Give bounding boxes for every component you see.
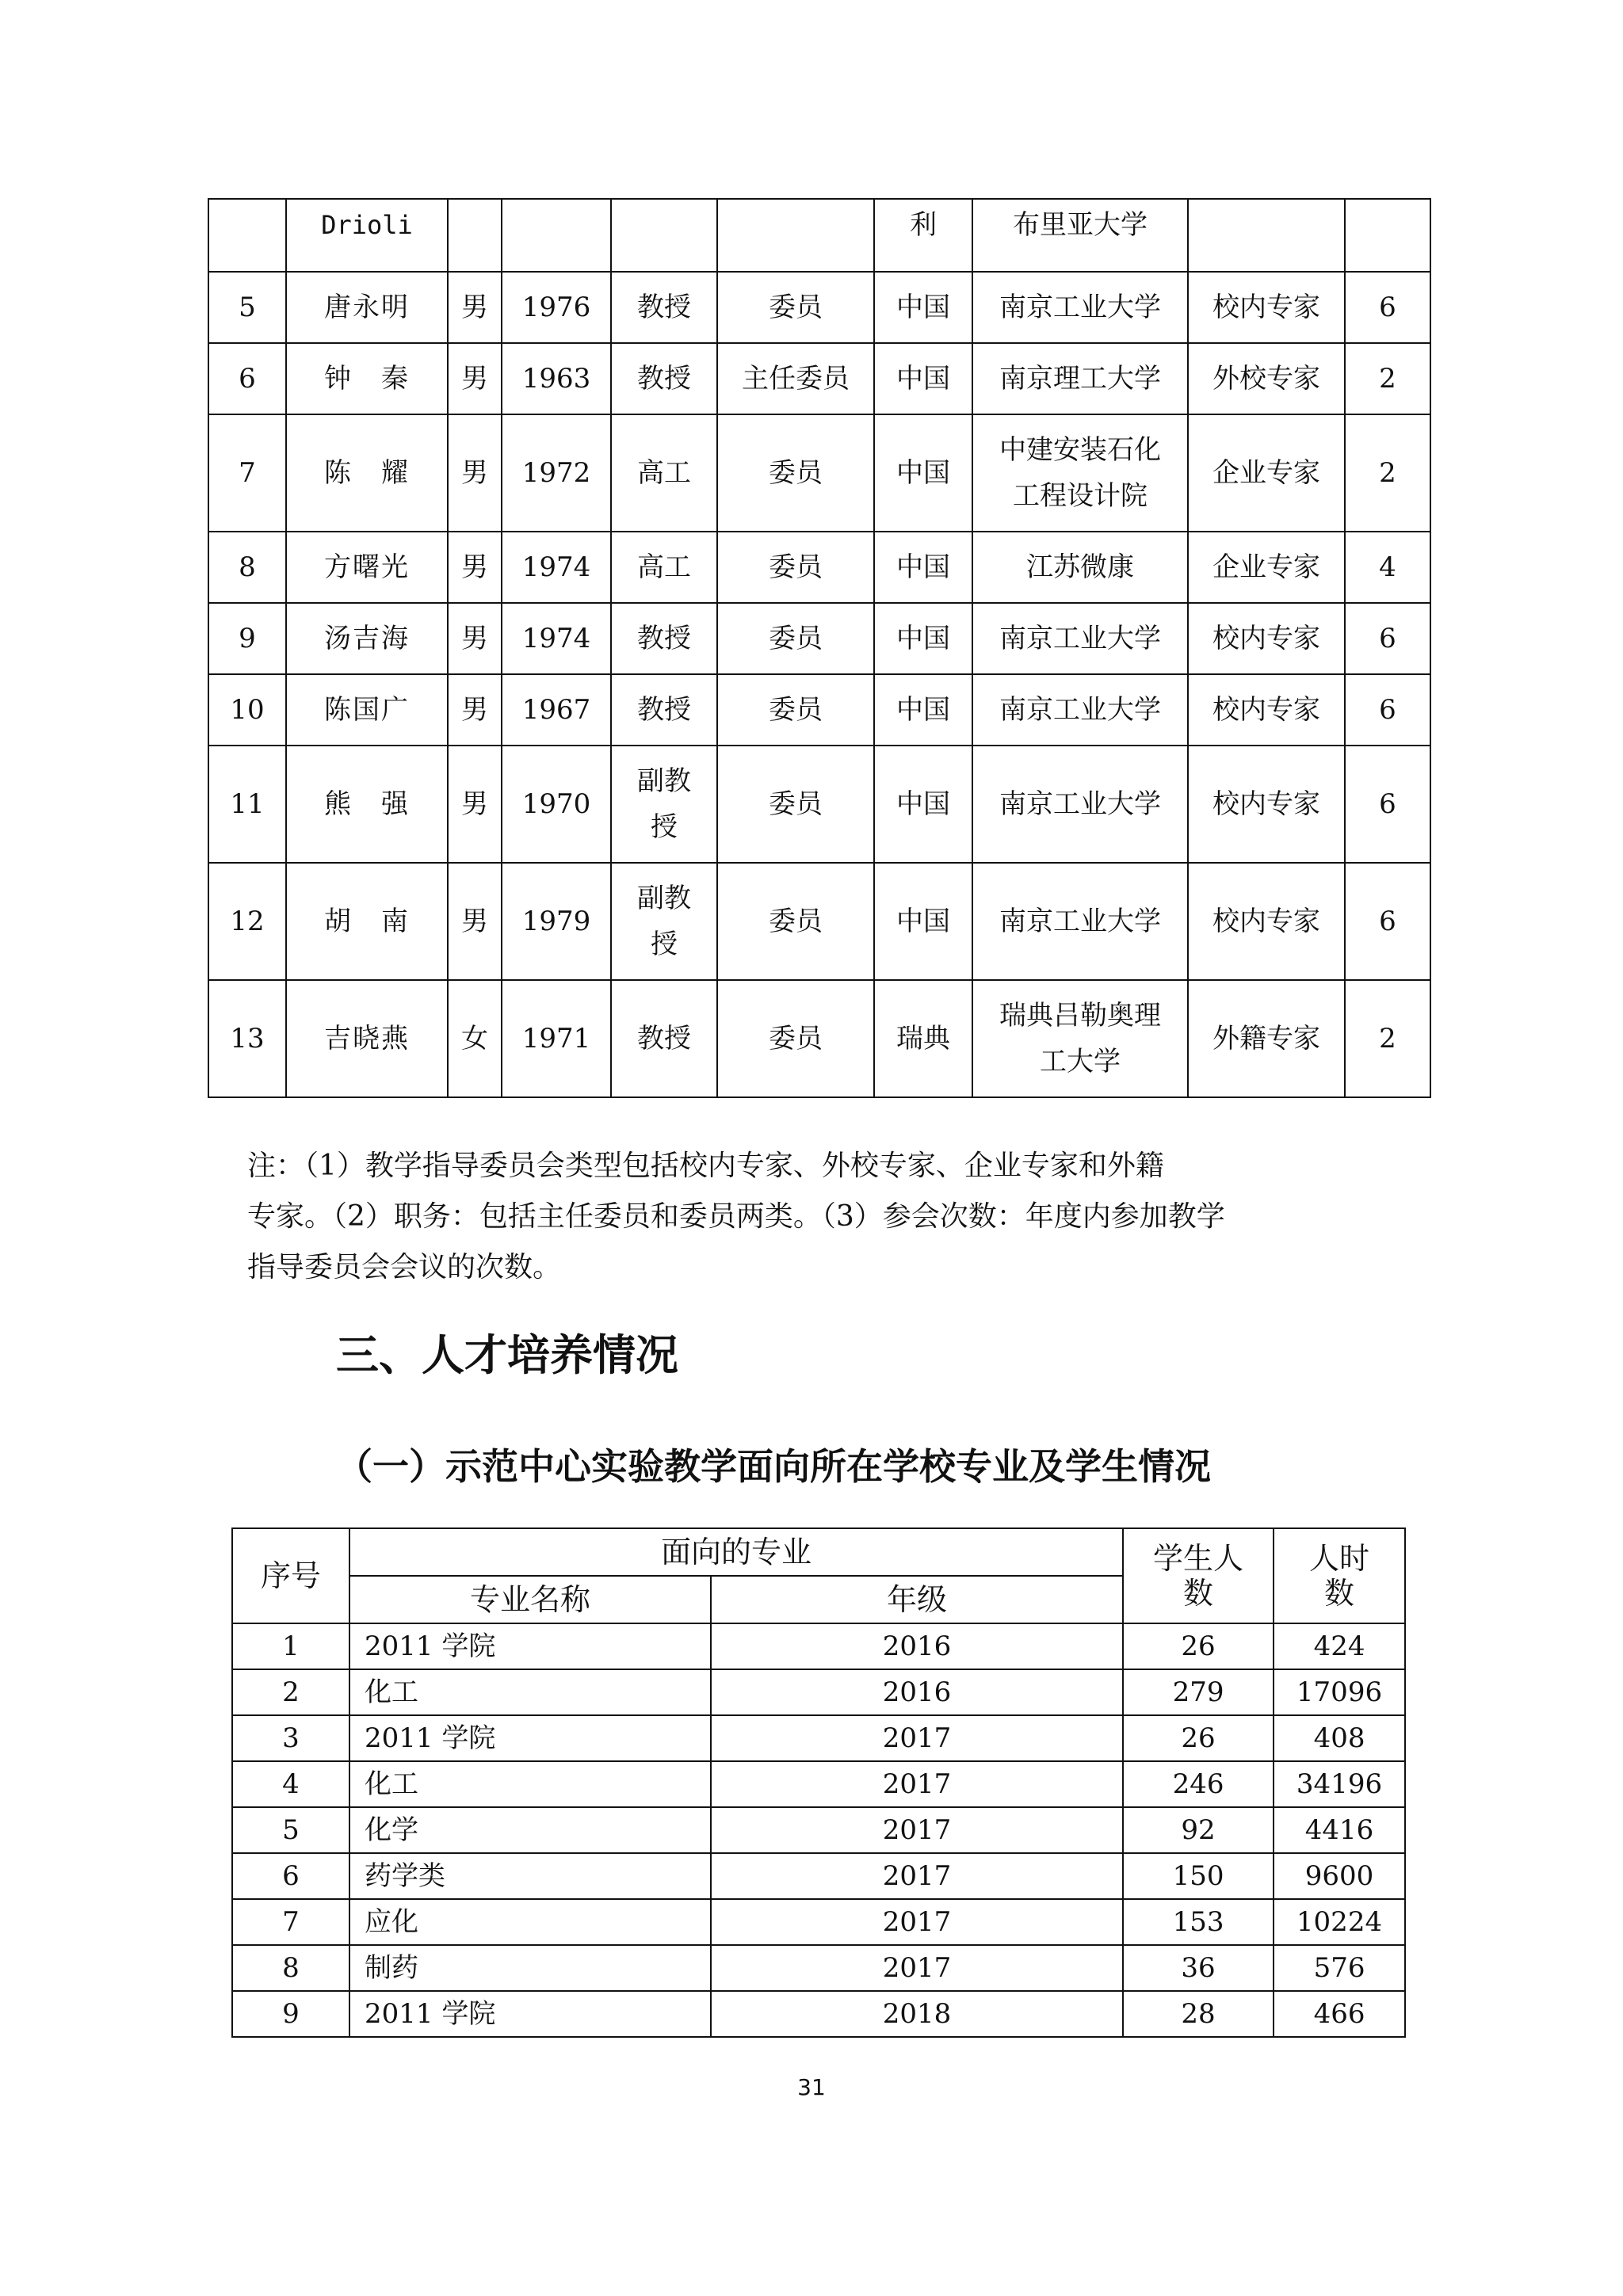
cell-gender: 男 [448,746,502,863]
cell-major: 制药 [349,1945,711,1991]
cell-no: 11 [208,746,286,863]
cell-count: 6 [1345,674,1430,746]
table-row [232,1853,1405,1899]
cell-grade: 2017 [711,1761,1123,1807]
header-students: 学生人数 [1123,1528,1274,1623]
cell-country: 中国 [874,414,972,532]
cell-hours: 424 [1274,1623,1405,1669]
cell-title: 高工 [611,414,717,532]
cell-gender: 男 [448,863,502,980]
note-line-1: 注：（1）教学指导委员会类型包括校内专家、外校专家、企业专家和外籍 [247,1150,1164,1182]
cell-major: 2011 学院 [349,1991,711,2037]
cell-position: 委员 [717,414,874,532]
table-row [208,343,1430,414]
cell-position: 委员 [717,272,874,343]
cell-major: 化工 [349,1669,711,1715]
cell-unit: 江苏微康 [972,532,1188,603]
cell-year: 1976 [502,272,611,343]
committee-table-body [208,199,1430,1097]
cell-count: 2 [1345,980,1430,1097]
cell-hours: 17096 [1274,1669,1405,1715]
cell-count: 2 [1345,343,1430,414]
cell-title: 高工 [611,532,717,603]
table-row [232,1669,1405,1715]
header-hours: 人时数 [1274,1528,1405,1623]
cell-grade: 2017 [711,1715,1123,1761]
cell-type: 校内专家 [1188,272,1345,343]
cell-count: 6 [1345,863,1430,980]
cell-country: 中国 [874,532,972,603]
header-grade: 年级 [711,1576,1123,1623]
cell-students: 246 [1123,1761,1274,1807]
cell-grade: 2016 [711,1623,1123,1669]
cell-no: 5 [208,272,286,343]
cell-title: 教授 [611,343,717,414]
cell-unit: 南京工业大学 [972,603,1188,674]
cell-major: 药学类 [349,1853,711,1899]
cell-gender: 男 [448,674,502,746]
cell-no: 9 [208,603,286,674]
cell-country: 中国 [874,863,972,980]
cell-grade: 2018 [711,1991,1123,2037]
cell-position [717,199,874,272]
table-row [208,414,1430,532]
note-line-2: 专家。（2）职务：包括主任委员和委员两类。（3）参会次数：年度内参加教学 [247,1200,1225,1233]
cell-name: 胡 南 [286,863,448,980]
cell-no: 6 [232,1853,349,1899]
cell-hours: 10224 [1274,1899,1405,1945]
cell-grade: 2017 [711,1899,1123,1945]
table-row [232,1899,1405,1945]
table-row [232,1991,1405,2037]
table-row [232,1715,1405,1761]
cell-title: 教授 [611,603,717,674]
cell-no: 7 [208,414,286,532]
cell-name: 陈 耀 [286,414,448,532]
note-line-3: 指导委员会会议的次数。 [247,1251,562,1283]
cell-unit: 中建安装石化工程设计院 [972,414,1188,532]
sub-heading: （一）示范中心实验教学面向所在学校专业及学生情况 [336,1445,1211,1488]
cell-no: 4 [232,1761,349,1807]
cell-count: 6 [1345,603,1430,674]
cell-type: 校内专家 [1188,746,1345,863]
cell-year: 1967 [502,674,611,746]
cell-type [1188,199,1345,272]
cell-name: 方曙光 [286,532,448,603]
cell-no: 12 [208,863,286,980]
cell-country: 瑞典 [874,980,972,1097]
cell-students: 26 [1123,1623,1274,1669]
cell-no: 5 [232,1807,349,1853]
cell-title: 副教授 [611,863,717,980]
table-row [232,1623,1405,1669]
cell-year: 1963 [502,343,611,414]
cell-gender: 男 [448,343,502,414]
cell-gender: 男 [448,272,502,343]
table-row-continued [208,199,1430,272]
cell-year: 1974 [502,603,611,674]
cell-title [611,199,717,272]
cell-count: 2 [1345,414,1430,532]
cell-country: 中国 [874,272,972,343]
cell-type: 校内专家 [1188,603,1345,674]
cell-hours: 4416 [1274,1807,1405,1853]
table-row [208,603,1430,674]
table-row [208,980,1430,1097]
cell-no: 8 [208,532,286,603]
cell-unit: 南京工业大学 [972,863,1188,980]
cell-no: 7 [232,1899,349,1945]
cell-title: 教授 [611,272,717,343]
cell-unit: 瑞典吕勒奥理工大学 [972,980,1188,1097]
cell-unit: 南京工业大学 [972,674,1188,746]
cell-title: 副教授 [611,746,717,863]
cell-count: 6 [1345,746,1430,863]
cell-position: 委员 [717,603,874,674]
table-row [208,674,1430,746]
committee-members-table [208,198,1431,1098]
cell-grade: 2016 [711,1669,1123,1715]
cell-students: 26 [1123,1715,1274,1761]
cell-no: 10 [208,674,286,746]
cell-name: 吉晓燕 [286,980,448,1097]
cell-students: 36 [1123,1945,1274,1991]
cell-name: 唐永明 [286,272,448,343]
cell-hours: 408 [1274,1715,1405,1761]
table-row [232,1807,1405,1853]
cell-unit: 南京理工大学 [972,343,1188,414]
table-note [247,1141,1388,1293]
cell-name: 汤吉海 [286,603,448,674]
cell-title: 教授 [611,674,717,746]
cell-year: 1979 [502,863,611,980]
cell-count [1345,199,1430,272]
section-heading: 三、人才培养情况 [336,1330,678,1380]
cell-hours: 466 [1274,1991,1405,2037]
cell-country: 中国 [874,746,972,863]
cell-unit: 布里亚大学 [972,199,1188,272]
cell-position: 委员 [717,746,874,863]
cell-type: 企业专家 [1188,532,1345,603]
cell-no: 9 [232,1991,349,2037]
majors-students-table [231,1527,1406,2038]
cell-major: 2011 学院 [349,1715,711,1761]
table-row [232,1945,1405,1991]
cell-gender: 女 [448,980,502,1097]
cell-count: 4 [1345,532,1430,603]
cell-position: 委员 [717,980,874,1097]
cell-students: 92 [1123,1807,1274,1853]
cell-hours: 34196 [1274,1761,1405,1807]
cell-name: 熊 强 [286,746,448,863]
cell-type: 外籍专家 [1188,980,1345,1097]
cell-count: 6 [1345,272,1430,343]
cell-grade: 2017 [711,1853,1123,1899]
header-no: 序号 [232,1528,349,1623]
cell-students: 150 [1123,1853,1274,1899]
cell-year: 1974 [502,532,611,603]
cell-major: 化工 [349,1761,711,1807]
cell-year: 1971 [502,980,611,1097]
cell-country: 中国 [874,343,972,414]
cell-year: 1972 [502,414,611,532]
cell-no: 3 [232,1715,349,1761]
cell-country: 中国 [874,674,972,746]
cell-position: 主任委员 [717,343,874,414]
cell-title: 教授 [611,980,717,1097]
cell-gender: 男 [448,414,502,532]
cell-major: 2011 学院 [349,1623,711,1669]
cell-gender [448,199,502,272]
table-row [208,746,1430,863]
cell-position: 委员 [717,532,874,603]
cell-hours: 576 [1274,1945,1405,1991]
table-row [208,272,1430,343]
table-row [208,532,1430,603]
cell-year [502,199,611,272]
cell-grade: 2017 [711,1945,1123,1991]
cell-students: 279 [1123,1669,1274,1715]
cell-name: 钟 秦 [286,343,448,414]
cell-no: 13 [208,980,286,1097]
cell-hours: 9600 [1274,1853,1405,1899]
cell-students: 153 [1123,1899,1274,1945]
cell-name: 陈国广 [286,674,448,746]
table-row [232,1761,1405,1807]
cell-position: 委员 [717,863,874,980]
cell-major: 化学 [349,1807,711,1853]
cell-country: 利 [874,199,972,272]
cell-unit: 南京工业大学 [972,746,1188,863]
cell-no: 2 [232,1669,349,1715]
cell-year: 1970 [502,746,611,863]
cell-type: 企业专家 [1188,414,1345,532]
cell-students: 28 [1123,1991,1274,2037]
cell-position: 委员 [717,674,874,746]
cell-gender: 男 [448,532,502,603]
cell-type: 校内专家 [1188,863,1345,980]
majors-table-header [232,1528,1405,1623]
cell-no [208,199,286,272]
cell-name: Drioli [286,199,448,272]
cell-no: 1 [232,1623,349,1669]
cell-country: 中国 [874,603,972,674]
cell-type: 外校专家 [1188,343,1345,414]
cell-grade: 2017 [711,1807,1123,1853]
cell-no: 8 [232,1945,349,1991]
cell-gender: 男 [448,603,502,674]
page-number: 31 [797,2074,826,2100]
header-major-name: 专业名称 [349,1576,711,1623]
cell-major: 应化 [349,1899,711,1945]
majors-table-body [232,1623,1405,2037]
cell-type: 校内专家 [1188,674,1345,746]
header-majors-group: 面向的专业 [349,1528,1123,1576]
cell-unit: 南京工业大学 [972,272,1188,343]
cell-no: 6 [208,343,286,414]
table-row [208,863,1430,980]
